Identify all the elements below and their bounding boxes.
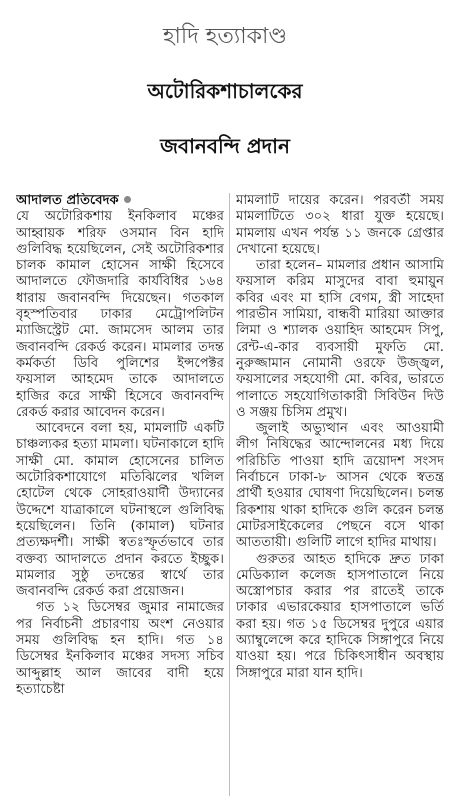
bullet-icon	[124, 196, 131, 203]
headline-line-2: জবানবন্দি প্রদান	[160, 134, 290, 158]
kicker: হাদি হত্যাকাণ্ড	[162, 24, 288, 49]
article-body	[16, 193, 444, 796]
byline	[16, 193, 224, 209]
headline	[0, 64, 450, 174]
paragraph: যে অটোরিকশায় ইনকিলাব মঞ্চের আহ্বায়ক শরিফ ওসমান বিন হাদি গুলিবিদ্ধ হয়েছিলেন, সেই অটোরিকশার চালক কামাল হোসেন সাক্ষী হিসেবে আদালতে ফৌজদারি কার্যবিধির ১৬৪ ধারায় জবানবন্দি দিয়েছেন। গতকাল বৃহস্পতিবার ঢাকার মেট্রোপলিটন ম্যাজিস্ট্রেট মো. জামসেদ আলম তার জবানবন্দি রেকর্ড করেন। মামলার তদন্ত কর্মকর্তা ডিবি পুলিশের ইন্সপেক্টর ফয়সাল আহমেদ তাকে আদালতে হাজির করে সাক্ষী হিসেবে জবানবন্দি রেকর্ড করার আবেদন করেন।	[16, 209, 224, 420]
left-column	[16, 193, 224, 796]
paragraph: গুরুতর আহত হাদিকে দ্রুত ঢাকা মেডিক্যাল কলেজ হাসপাতালে নিয়ে অস্ত্রোপচার করার পর রাতেই তাকে ঢাকার এভারকেয়ার হাসপাতালে ভর্তি করা হয়। গত ১৫ ডিসেম্বর দুপুরে এয়ার অ্যাম্বুলেন্সে করে হাদিকে সিঙ্গাপুরে নিয়ে যাওয়া হয়। পরে চিকিৎসাধীন অবস্থায় সিঙ্গাপুরে মারা যান হাদি।	[236, 551, 444, 681]
column-divider	[229, 193, 230, 796]
paragraph: আবেদনে বলা হয়, মামলাটি একটি চাঞ্চল্যকর হত্যা মামলা। ঘটনাকালে হাদি সাক্ষী মো. কামাল হোসেনের চালিত অটোরিকশাযোগে মতিঝিলের খলিল হোটেল থেকে সোহরাওয়ার্দী উদ্যানের উদ্দেশে যাত্রাকালে ঘটনাস্থলে গুলিবিদ্ধ হয়েছিলেন। তিনি (কামাল) ঘটনার প্রত্যক্ষদর্শী। সাক্ষী স্বতঃস্ফূর্তভাবে তার বক্তব্য আদালতে প্রদান করতে ইচ্ছুক। মামলার সুষ্ঠু তদন্তের স্বার্থে তার জবানবন্দি রেকর্ড করা প্রয়োজন।	[16, 421, 224, 600]
previous-article-edge	[0, 0, 450, 6]
headline-line-1: অটোরিকশাচালকের	[147, 79, 303, 103]
paragraph: গত ১২ ডিসেম্বর জুমার নামাজের পর নির্বাচনী প্রচারণায় অংশ নেওয়ার সময় গুলিবিদ্ধ হন হাদি। গত ১৪ ডিসেম্বর ইনকিলাব মঞ্চের সদস্য সচিব আব্দুল্লাহ আল জাবের বাদী হয়ে হত্যাচেষ্টা	[16, 600, 224, 697]
paragraph: মামলাটি দায়ের করেন। পরবর্তী সময় মামলাটিতে ৩০২ ধারা যুক্ত হয়েছে। মামলায় এখন পর্যন্ত ১১ জনকে গ্রেপ্তার দেখানো হয়েছে।	[236, 193, 444, 257]
byline-text: আদালত প্রতিবেদক	[16, 193, 119, 208]
paragraph: তারা হলেন– মামলার প্রধান আসামি ফয়সাল করিম মাসুদের বাবা হুমায়ুন কবির এবং মা হাসি বেগম, স্ত্রী সাহেদা পারভীন সামিয়া, বান্ধবী মারিয়া আক্তার লিমা ও শ্যালক ওয়াহিদ আহমেদ সিপু, রেন্ট-এ-কার ব্যবসায়ী মুফতি মো. নুরুজ্জামান নোমানী ওরফে উজ্জ্বল, ফয়সালের সহযোগী মো. কবির, ভারতে পালাতে সহযোগিতাকারী সিবিউন দিউ ও সঞ্জয় চিসিম প্রমুখ।	[236, 258, 444, 420]
right-column	[236, 193, 444, 796]
paragraph: জুলাই অভ্যুত্থান এবং আওয়ামী লীগ নিষিদ্ধের আন্দোলনের মধ্য দিয়ে পরিচিতি পাওয়া হাদি ত্রয়োদশ সংসদ নির্বাচনে ঢাকা-৮ আসন থেকে স্বতন্ত্র প্রার্থী হওয়ার ঘোষণা দিয়েছিলেন। চলন্ত রিকশায় থাকা হাদিকে গুলি করেন চলন্ত মোটরসাইকেলের পেছনে বসে থাকা আততায়ী। গুলিটি লাগে হাদির মাথায়।	[236, 421, 444, 551]
